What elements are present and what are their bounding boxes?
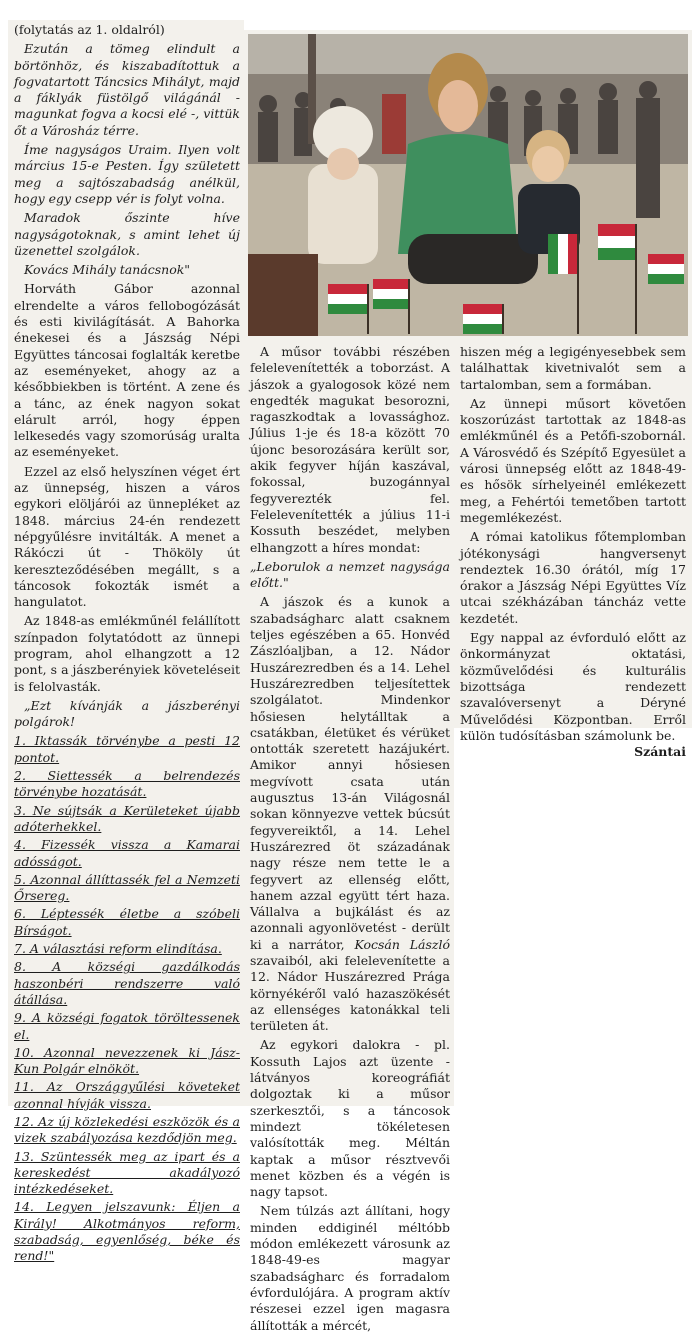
letter-paragraph: Íme nagyságos Uraim. Ilyen volt március 15-e Pesten. Így született meg a sajtószabadság anélkül, hogy egy csepp vér is folyt volna. — [14, 142, 240, 206]
body-paragraph — [460, 630, 686, 760]
author-signature: Szántai — [634, 744, 686, 760]
body-text: Egy nappal az évforduló előtt az önkormányzat oktatási, közművelődési és kulturális bizottsága rendezett szavalóversenyt a Déryné Művelődési Központban. Erről külön tudósításban számolunk be. — [460, 630, 686, 743]
kossuth-quote: „Leborulok a nemzet nagysága előtt." — [250, 558, 450, 591]
body-paragraph: A műsor további részében felelevenítették a toborzást. A jászok a gyalogosok közé nem engedték magukat besorozni, ragaszkodtak a lovassághoz. Július 1-je és 18-a között 70 újonc besorozására került sor, akik fegyver híján kaszával, fokossal, buzogánnyal fegyverezték fel. Felelevenítették a július 11-i Kossuth beszédet, melyben elhangzott a híres mondat: — [250, 344, 450, 555]
event-photo — [248, 34, 688, 336]
body-paragraph: Ezzel az első helyszínen véget ért az ünnepség, hiszen a város egykori elöljárói az ünnepléket az 1848. március 24-én rendezett népgyűlésre invitálták. A menet a Rákóczi út - Thököly út kereszteződésében megállt, s a táncosok fokozták ismét a hangulatot. — [14, 463, 240, 610]
list-item: 9. A községi fogatok töröltessenek el. — [14, 1010, 240, 1042]
letter-signature: Kovács Mihály tanácsnok" — [24, 262, 191, 278]
list-item: 8. A községi gazdálkodás haszonbéri rendszerre való átállása. — [14, 959, 240, 1007]
list-item: 13. Szüntessék meg az ipart és a kereskedést akadályozó intézkedéseket. — [14, 1148, 240, 1197]
list-item: 7. A választási reform elindítása. — [14, 941, 222, 957]
article-column-2 — [250, 344, 450, 1337]
list-item: 5. Azonnal állíttassék fel a Nemzeti Őrsereg. — [14, 871, 240, 904]
list-item: 10. Azonnal nevezzenek ki Jász-Kun Polgár elnököt. — [14, 1044, 240, 1077]
body-text: A jászok és a kunok a szabadságharc alatt csaknem teljes egészében a 65. Honvéd Zászlóaljban, a 12. Nádor Huszárezredben és a 14. Lehel Huszárezredben teljesítettek szolgálatot. Mindenkor hősiesen helytálltak a csatákban, életüket és vérüket ontották szeretett hazájukért. Amikor annyi hősiesen megvívott csata után augusztus 13-án Világosnál sokan könnyezve vettek búcsút fegyvereiktől, a 14. Lehel Huszárezred öt századának nagy része nem tette le a fegyvert az ellenség előtt, hanem azzal együtt tért haza. Vállalva a bujkálást és az azonnali agyonlövetést - derült ki a narrátor, — [250, 594, 450, 952]
body-paragraph — [250, 594, 450, 1034]
list-item: 12. Az új közlekedési eszközök és a vizek szabályozása kezdődjön meg. — [14, 1114, 240, 1146]
list-item: 3. Ne sújtsák a Kerületeket újabb adóterhekkel. — [14, 802, 240, 834]
demands-intro: „Ezt kívánják a jászberényi polgárok! — [14, 697, 240, 730]
list-item: 11. Az Országgyűlési követeket azonnal hívják vissza. — [14, 1079, 240, 1111]
article-column-1 — [14, 22, 240, 1267]
list-item: 14. Legyen jelszavunk: Éljen a Király! Alkotmányos reform, szabadság, egyenlőség, béke és rend!" — [14, 1199, 240, 1264]
body-paragraph: Az 1848-as emlékműnél felállított színpadon folytatódott az ünnepi program, ahol elhangzott a 12 pont, s a jászberényiek követeléseit is felolvasták. — [14, 613, 240, 694]
list-item: 6. Léptessék életbe a szóbeli Bírságot. — [14, 906, 240, 938]
list-item: 2. Siettessék a belrendezés törvénybe hozatását. — [14, 768, 240, 800]
body-paragraph: Nem túlzás azt állítani, hogy minden eddiginél méltóbb módon emlékezett városunk az 1848-49-es magyar szabadságharc és forradalom évfordulójára. A program aktív részesei ezzel igen magasra állították a mércét, — [250, 1203, 450, 1333]
body-paragraph: Az ünnepi műsort követően koszorúzást tartottak az 1848-as emlékműnél és a Petőfi-szobornál. A Városvédő és Szépítő Egyesület a városi ünnepség előtt az 1848-49-es hősök sírhelyeinél emlékezett meg, a Fehértói temetőben tartott megemlékezést. — [460, 395, 686, 525]
continuation-note: (folytatás az 1. oldalról) — [14, 22, 165, 37]
list-item: 4. Fizessék vissza a Kamarai adósságot. — [14, 837, 240, 869]
body-paragraph: A római katolikus főtemplomban jótékonysági hangversenyt rendeztek 16.30 órától, míg 17 órakor a Jászság Népi Együttes Víz utcai székházában táncház vette kezdetét. — [460, 529, 686, 626]
body-paragraph: hiszen még a legigényesebbek sem találhattak kivetnivalót sem a tartalomban, sem a formában. — [460, 344, 686, 392]
body-paragraph: Az egykori dalokra - pl. Kossuth Lajos azt üzente - látványos koreográfiát dolgoztak ki a műsor szerkesztői, s a táncosok mindezt tökéletesen valósították meg. Méltán kaptak a műsor résztvevői menet közben és a végén is nagy tapsot. — [250, 1037, 450, 1200]
body-text: szavaiból, aki felelevenítette a 12. Nádor Huszárezred Prága környékéről való hazaszökését az ellenséges katonákkal teli területen át. — [250, 952, 450, 1034]
demands-list — [14, 733, 240, 1264]
body-paragraph: Horváth Gábor azonnal elrendelte a város fellobogózását és esti kivilágítását. A Bahorka énekesei és a Jászság Népi Együttes táncosai foglalták keretbe az eseményeket, ahogy az a későbbiekben is történt. A zene és a tánc, az ének nagyon sokat elárult arról, hogy éppen lelkesedés vagy szomorúság uralta az eseményeket. — [14, 281, 240, 460]
letter-paragraph: Ezután a tömeg elindult a börtönhöz, és kiszabadítottuk a fogvatartott Táncsics Mihályt, majd a fáklyák füstölgő világánál - magunkat fogva a kocsi elé -, vittük őt a Városház térre. — [14, 41, 240, 138]
article-column-3 — [460, 344, 686, 760]
narrator-name: Kocsán László — [354, 936, 450, 952]
letter-paragraph: Maradok őszinte híve nagyságotoknak, s amint lehet új üzenettel szolgálok. — [14, 210, 240, 258]
list-item: 1. Iktassák törvénybe a pesti 12 pontot. — [14, 733, 240, 765]
